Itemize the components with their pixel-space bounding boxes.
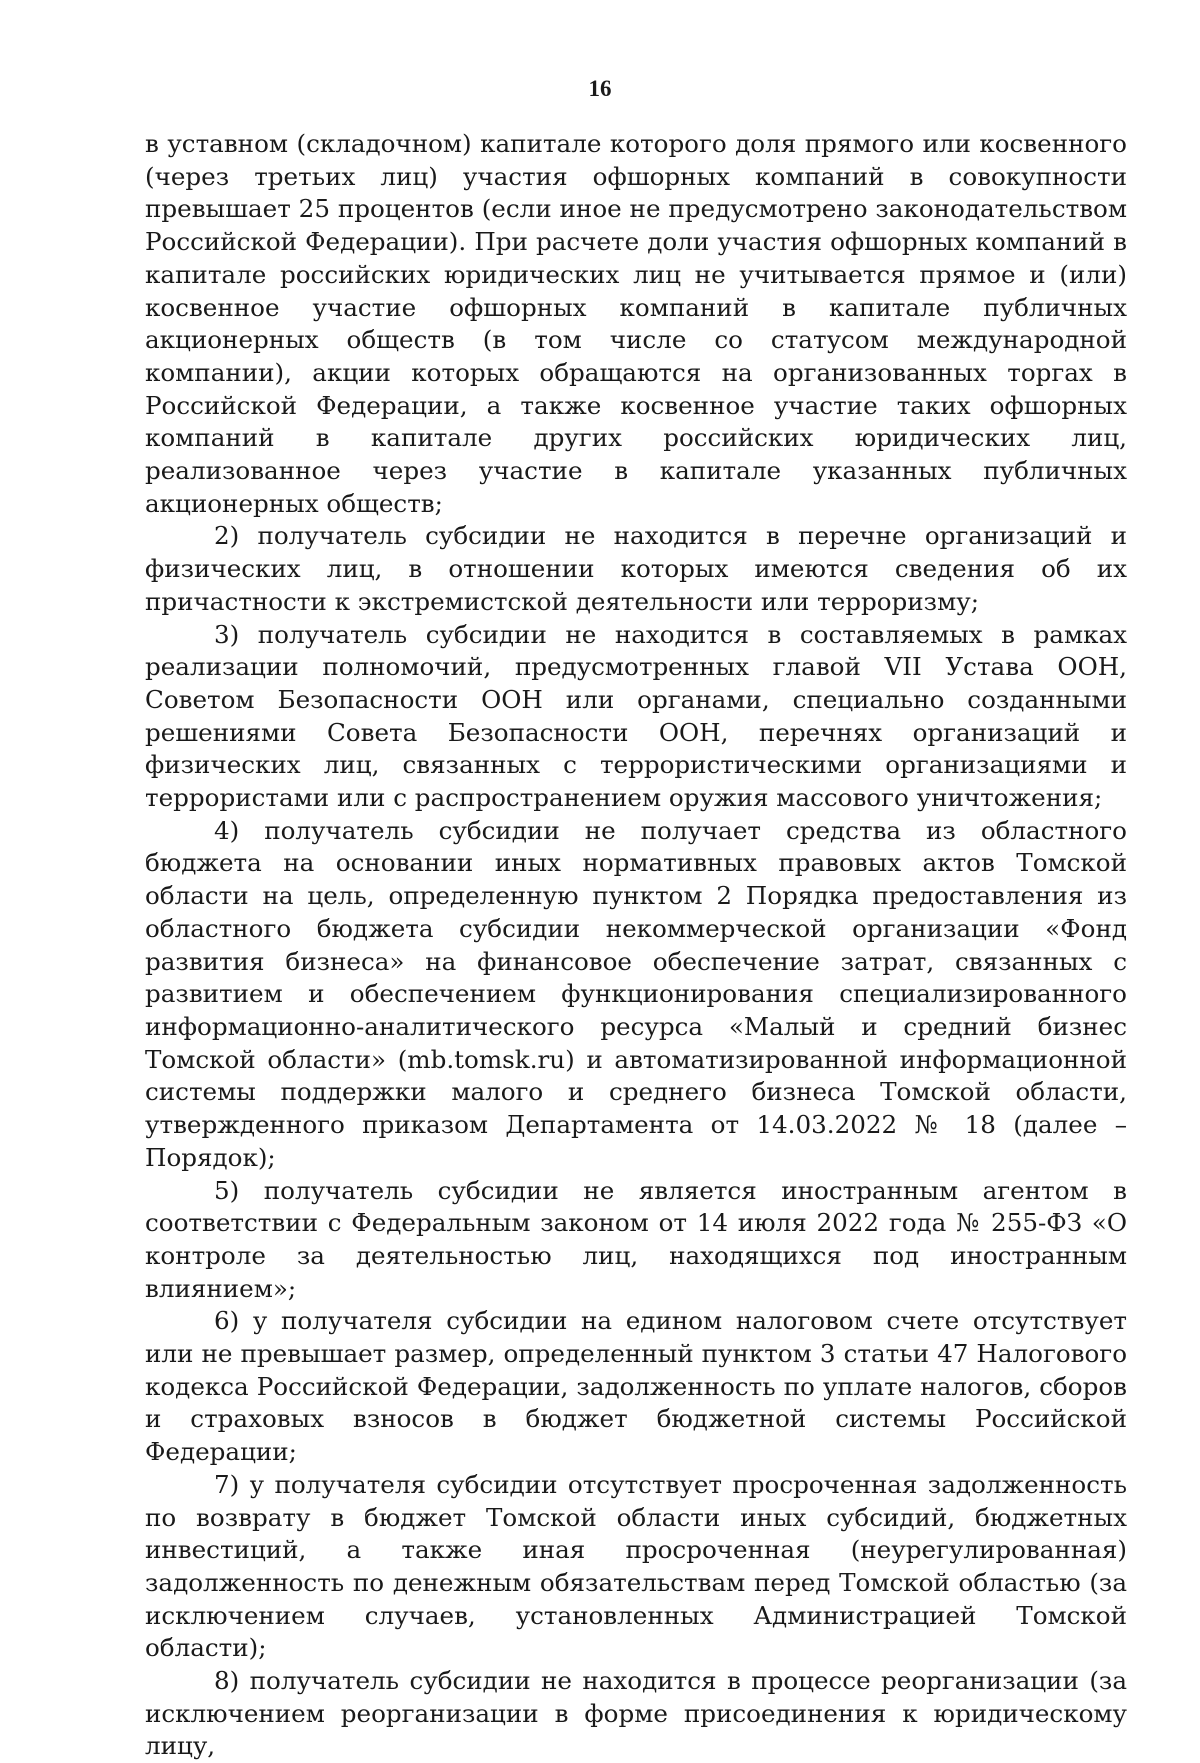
list-item-2: 2) получатель субсидии не находится в перечне организаций и физических лиц, в отношении которых имеются сведения об их причастности к экстремистской деятельности или терроризму; bbox=[145, 521, 1127, 616]
list-item-3: 3) получатель субсидии не находится в составляемых в рамках реализации полномочий, предусмотренных главой VII Устава ООН, Советом Безопасности ООН или органами, специально созданными решениями Совета Безопасности ООН, перечнях организаций и физических лиц, связанных с террористическими организациями и террористами или с распространением оружия массового уничтожения; bbox=[145, 619, 1127, 813]
document-body bbox=[145, 128, 1127, 1763]
list-item-4: 4) получатель субсидии не получает средства из областного бюджета на основании иных нормативных правовых актов Томской области на цель, определенную пунктом 2 Порядка предоставления из областного бюджета субсидии некоммерческой организации «Фонд развития бизнеса» на финансовое обеспечение затрат, связанных с развитием и обеспечением функционирования специализированного информационно-аналитического ресурса «Малый и средний бизнес Томской области» (mb.tomsk.ru) и автоматизированной информационной системы поддержки малого и среднего бизнеса Томской области, утвержденного приказом Департамента от 14.03.2022 № 18 (далее – Порядок); bbox=[145, 815, 1127, 1172]
list-item-7: 7) у получателя субсидии отсутствует просроченная задолженность по возврату в бюджет Томской области иных субсидий, бюджетных инвестиций, а также иная просроченная (неурегулированная) задолженность по денежным обязательствам перед Томской областью (за исключением случаев, установленных Администрацией Томской области); bbox=[145, 1469, 1127, 1663]
page-number: 16 bbox=[588, 76, 612, 101]
list-item-8: 8) получатель субсидии не находится в процессе реорганизации (за исключением реорганизации в форме присоединения к юридическому лицу, bbox=[145, 1666, 1127, 1761]
list-item-5: 5) получатель субсидии не является иностранным агентом в соответствии с Федеральным законом от 14 июля 2022 года № 255-ФЗ «О контроле за деятельностью лиц, находящихся под иностранным влиянием»; bbox=[145, 1175, 1127, 1303]
paragraph-continuation: в уставном (складочном) капитале которого доля прямого или косвенного (через третьих лиц) участия офшорных компаний в совокупности превышает 25 процентов (если иное не предусмотрено законодательством Российской Федерации). При расчете доли участия офшорных компаний в капитале российских юридических лиц не учитывается прямое и (или) косвенное участие офшорных компаний в капитале публичных акционерных обществ (в том числе со статусом международной компании), акции которых обращаются на организованных торгах в Российской Федерации, а также косвенное участие таких офшорных компаний в капитале других российских юридических лиц, реализованное через участие в капитале указанных публичных акционерных обществ; bbox=[145, 129, 1127, 518]
list-item-6: 6) у получателя субсидии на едином налоговом счете отсутствует или не превышает размер, определенный пунктом 3 статьи 47 Налогового кодекса Российской Федерации, задолженность по уплате налогов, сборов и страховых взносов в бюджет бюджетной системы Российской Федерации; bbox=[145, 1306, 1127, 1467]
